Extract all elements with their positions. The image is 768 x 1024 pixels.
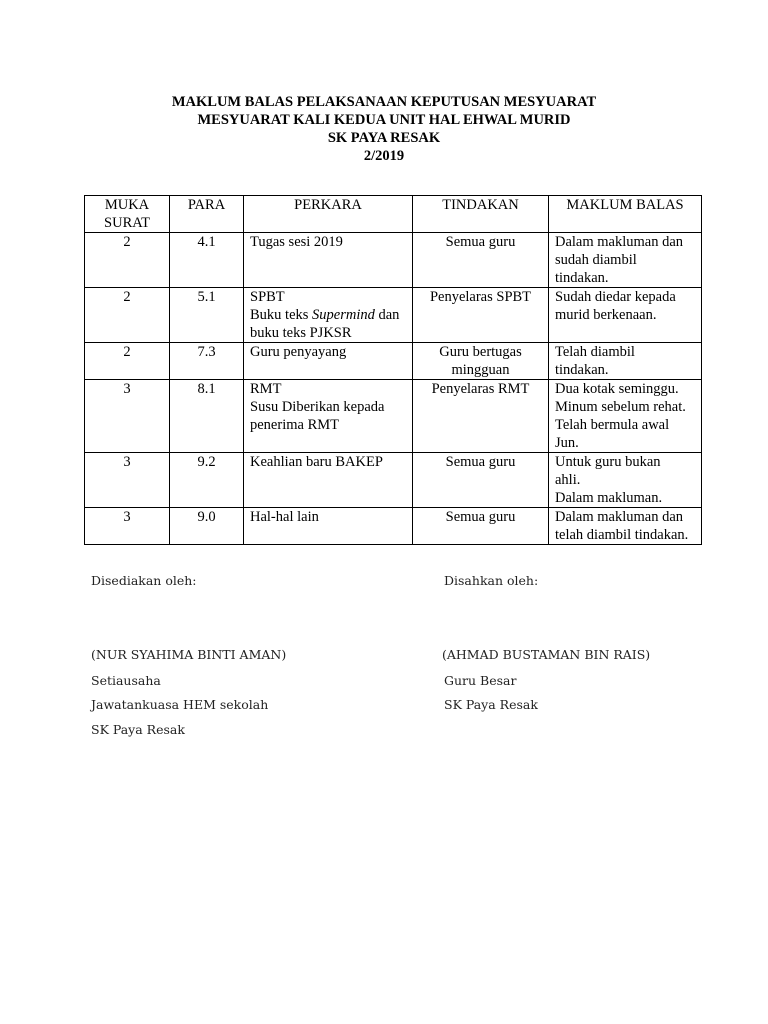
title-line-2: MESYUARAT KALI KEDUA UNIT HAL EHWAL MURID xyxy=(197,112,571,128)
tindakan-line: Penyelaras SPBT xyxy=(429,289,532,305)
table-row xyxy=(85,508,702,545)
tindakan-line: Penyelaras RMT xyxy=(431,381,530,397)
perkara-line: Susu Diberikan kepada xyxy=(250,399,385,415)
prepared-by-name: (NUR SYAHIMA BINTI AMAN) xyxy=(91,647,287,662)
perkara-text: Buku teks xyxy=(250,307,313,323)
maklum-balas-line: Jun. xyxy=(555,435,579,451)
cell-muka-surat: 2 xyxy=(85,343,170,380)
perkara-italic-text: Supermind xyxy=(312,307,375,323)
cell-maklum-balas xyxy=(549,288,702,343)
cell-para: 8.1 xyxy=(170,380,244,453)
header-perkara: PERKARA xyxy=(244,196,413,233)
maklum-balas-line: ahli. xyxy=(555,472,581,488)
cell-maklum-balas xyxy=(549,508,702,545)
cell-perkara xyxy=(244,343,413,380)
approved-by-role-1: Guru Besar xyxy=(444,673,517,688)
maklum-balas-line: Sudah diedar kepada xyxy=(555,289,676,305)
cell-perkara xyxy=(244,288,413,343)
cell-perkara xyxy=(244,233,413,288)
perkara-text: dan xyxy=(374,307,400,323)
header-muka-surat xyxy=(85,196,170,233)
maklum-balas-line: tindakan. xyxy=(555,270,609,286)
title-line-4: 2/2019 xyxy=(363,148,405,164)
perkara-line: SPBT xyxy=(250,289,285,305)
maklum-balas-line: tindakan. xyxy=(555,362,609,378)
maklum-balas-line: Dalam makluman dan xyxy=(555,234,684,250)
cell-para: 9.2 xyxy=(170,453,244,508)
maklum-balas-line: Minum sebelum rehat. xyxy=(555,399,686,415)
maklum-balas-line: Telah bermula awal xyxy=(555,417,670,433)
perkara-line: Guru penyayang xyxy=(250,344,347,360)
perkara-line: Hal-hal lain xyxy=(250,509,319,525)
cell-perkara xyxy=(244,380,413,453)
cell-maklum-balas xyxy=(549,233,702,288)
prepared-by-role-1: Setiausaha xyxy=(91,673,161,688)
approved-by-name: (AHMAD BUSTAMAN BIN RAIS) xyxy=(442,647,651,662)
decision-feedback-table xyxy=(84,195,702,545)
tindakan-line: Semua guru xyxy=(445,509,516,525)
maklum-balas-line: sudah diambil xyxy=(555,252,637,268)
cell-muka-surat: 2 xyxy=(85,288,170,343)
prepared-by-label: Disediakan oleh: xyxy=(91,573,197,588)
perkara-line: Tugas sesi 2019 xyxy=(250,234,343,250)
cell-para: 7.3 xyxy=(170,343,244,380)
cell-para: 9.0 xyxy=(170,508,244,545)
table-row xyxy=(85,380,702,453)
cell-muka-surat: 2 xyxy=(85,233,170,288)
tindakan-line: Semua guru xyxy=(445,454,516,470)
header-tindakan: TINDAKAN xyxy=(413,196,549,233)
prepared-by-role-2: Jawatankuasa HEM sekolah xyxy=(91,697,269,712)
cell-tindakan xyxy=(413,343,549,380)
maklum-balas-line: Dalam makluman dan xyxy=(555,509,684,525)
perkara-line: buku teks PJKSR xyxy=(250,325,352,341)
perkara-line xyxy=(250,306,406,324)
table-row xyxy=(85,343,702,380)
approved-by-role-2: SK Paya Resak xyxy=(444,697,538,712)
tindakan-line: mingguan xyxy=(451,362,510,378)
cell-para: 5.1 xyxy=(170,288,244,343)
maklum-balas-line: telah diambil tindakan. xyxy=(555,527,689,543)
maklum-balas-line: Untuk guru bukan xyxy=(555,454,661,470)
table-row xyxy=(85,233,702,288)
perkara-line: penerima RMT xyxy=(250,417,339,433)
table-header-row xyxy=(85,196,702,233)
tindakan-line: Semua guru xyxy=(445,234,516,250)
approved-by-label: Disahkan oleh: xyxy=(444,573,539,588)
header-muka-surat-line-2: SURAT xyxy=(104,215,150,231)
cell-maklum-balas xyxy=(549,343,702,380)
cell-maklum-balas xyxy=(549,453,702,508)
title-line-1: MAKLUM BALAS PELAKSANAAN KEPUTUSAN MESYUARAT xyxy=(171,94,597,110)
header-para: PARA xyxy=(170,196,244,233)
prepared-by-role-3: SK Paya Resak xyxy=(91,722,185,737)
cell-tindakan xyxy=(413,288,549,343)
cell-muka-surat: 3 xyxy=(85,453,170,508)
cell-perkara xyxy=(244,508,413,545)
cell-muka-surat: 3 xyxy=(85,508,170,545)
cell-tindakan xyxy=(413,380,549,453)
tindakan-line: Guru bertugas xyxy=(439,344,522,360)
maklum-balas-line: Dalam makluman. xyxy=(555,490,663,506)
cell-tindakan xyxy=(413,233,549,288)
title-line-3: SK PAYA RESAK xyxy=(327,130,441,146)
table-row xyxy=(85,453,702,508)
cell-muka-surat: 3 xyxy=(85,380,170,453)
cell-para: 4.1 xyxy=(170,233,244,288)
maklum-balas-line: Dua kotak seminggu. xyxy=(555,381,679,397)
document-title xyxy=(0,93,768,165)
maklum-balas-line: murid berkenaan. xyxy=(555,307,657,323)
cell-tindakan xyxy=(413,453,549,508)
perkara-line: Keahlian baru BAKEP xyxy=(250,454,383,470)
table-row xyxy=(85,288,702,343)
header-muka-surat-line-1: MUKA xyxy=(104,197,150,213)
cell-maklum-balas xyxy=(549,380,702,453)
cell-tindakan xyxy=(413,508,549,545)
perkara-line: RMT xyxy=(250,381,282,397)
cell-perkara xyxy=(244,453,413,508)
maklum-balas-line: Telah diambil xyxy=(555,344,635,360)
header-maklum-balas: MAKLUM BALAS xyxy=(549,196,702,233)
